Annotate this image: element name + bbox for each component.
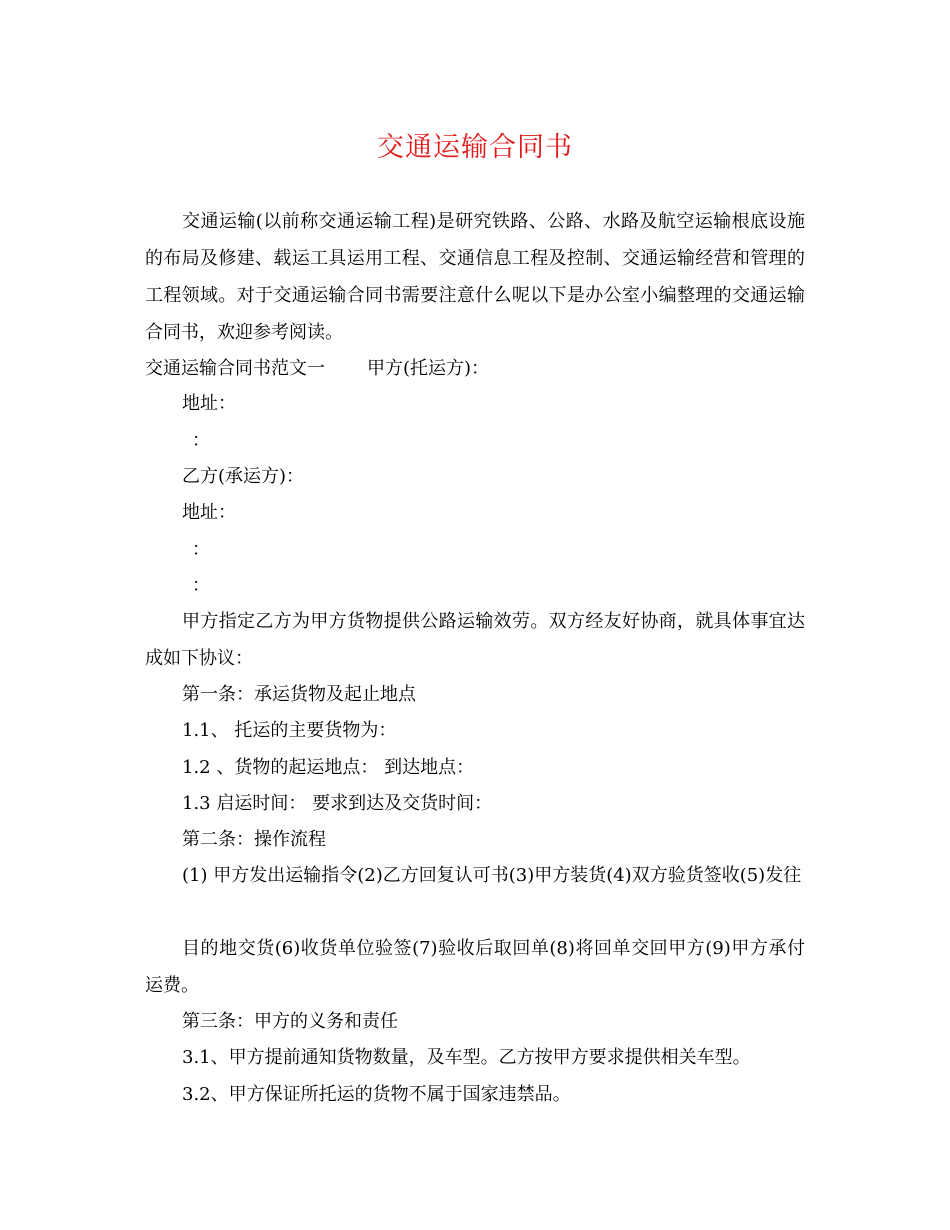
clause-1-1: 1.1、 托运的主要货物为： (182, 720, 397, 741)
intro-paragraph: 交通运输(以前称交通运输工程)是研究铁路、公路、水路及航空运输根底设施的布局及修建、载运工具运用工程、交通信息工程及控制、交通运输经营和管理的工程领域。对于交通运输合同书需要注意什么呢以下是办公室小编整理的交通运输合同书，欢迎参考阅读。 (145, 211, 805, 343)
process-paragraph-1: (1) 甲方发出运输指令(2)乙方回复认可书(3)甲方装货(4)双方验货签收(5)发往 (182, 865, 802, 886)
agreement-paragraph: 甲方指定乙方为甲方货物提供公路运输效劳。双方经友好协商，就具体事宜达成如下协议： (145, 611, 805, 669)
clause-3-1: 3.1、甲方提前通知货物数量，及车型。乙方按甲方要求提供相关车型。 (182, 1047, 751, 1068)
clause-1-3: 1.3 启运时间： 要求到达及交货时间： (182, 793, 493, 814)
process-paragraph-2: 目的地交货(6)收货单位验签(7)验收后取回单(8)将回单交回甲方(9)甲方承付运费。 (145, 938, 805, 996)
sample-heading: 交通运输合同书范文一 (145, 358, 325, 379)
clause-3-2: 3.2、甲方保证所托运的货物不属于国家违禁品。 (182, 1084, 571, 1105)
clause-1-2: 1.2 、货物的起运地点： 到达地点： (182, 757, 475, 778)
party-a-label: 甲方(托运方)： (367, 358, 490, 379)
party-b-label: 乙方(承运方)： (182, 466, 305, 487)
party-b-blank-field-1: ： (192, 539, 210, 560)
party-b-blank-field-2: ： (192, 575, 210, 596)
article-3-heading: 第三条：甲方的义务和责任 (182, 1011, 398, 1032)
party-a-address-label: 地址： (182, 393, 236, 414)
article-1-heading: 第一条：承运货物及起止地点 (182, 684, 416, 705)
article-2-heading: 第二条：操作流程 (182, 829, 326, 850)
party-b-address-label: 地址： (182, 502, 236, 523)
document-title: 交通运输合同书 (377, 132, 573, 163)
party-a-blank-field: ： (192, 430, 210, 451)
